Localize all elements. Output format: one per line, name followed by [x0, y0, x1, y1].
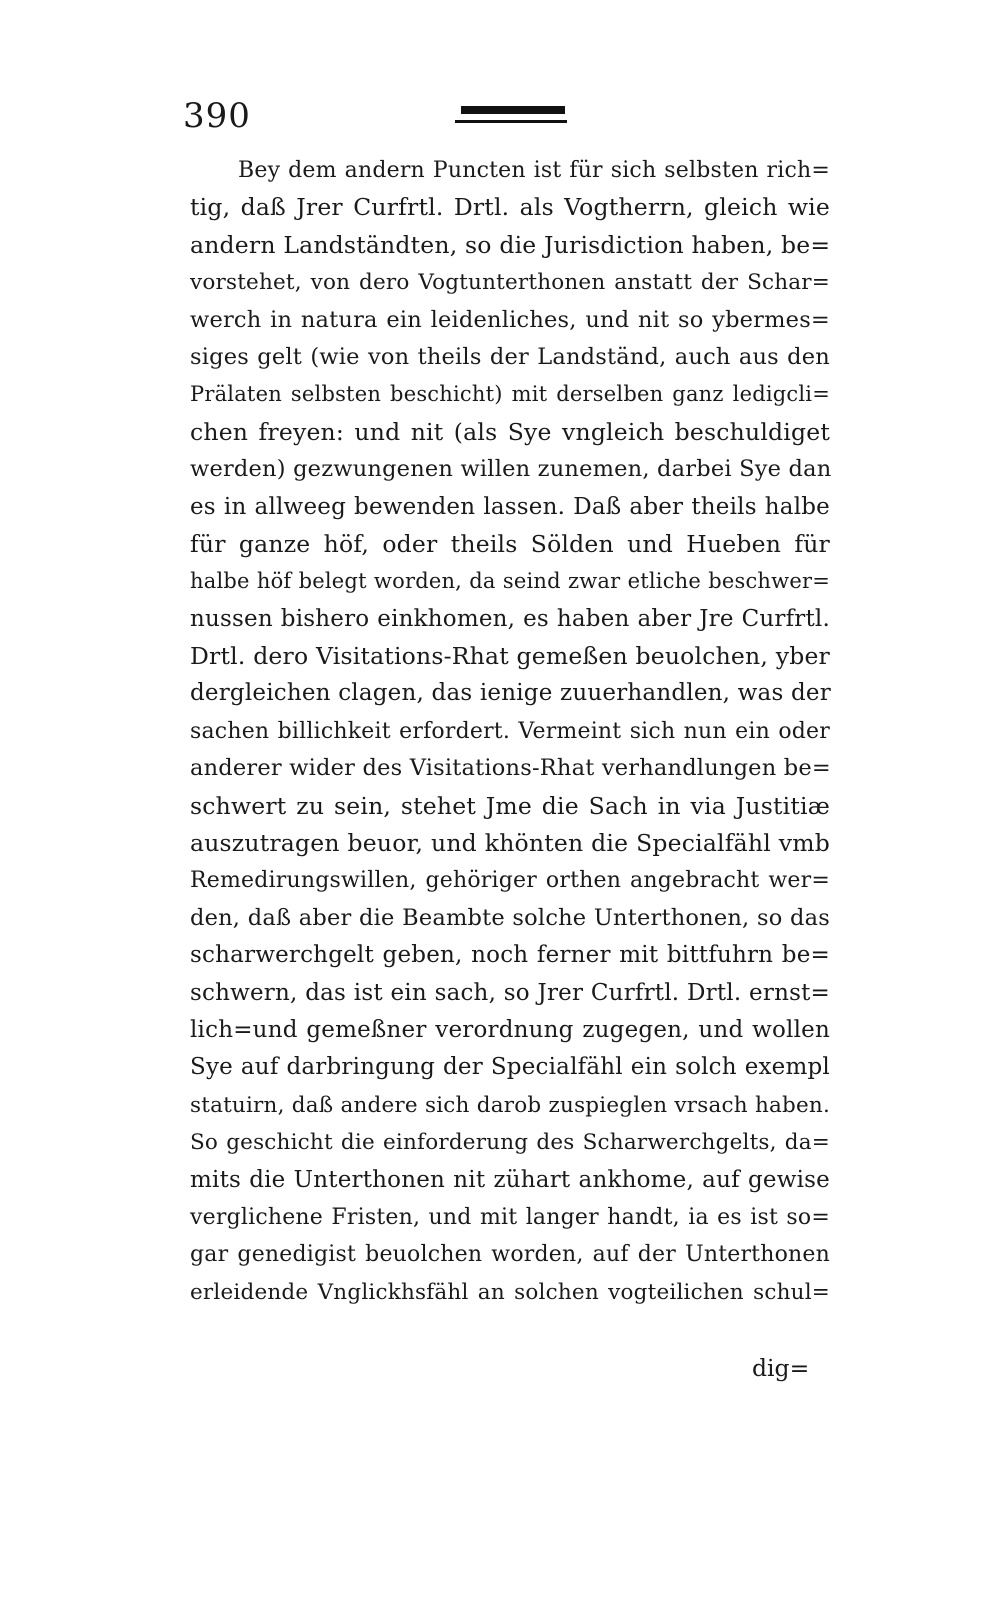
catchword: dig=	[752, 1354, 810, 1382]
text-line: schwert zu sein, stehet Jme die Sach in via Justitiæ	[190, 791, 830, 820]
text-line: Remedirungswillen, gehöriger orthen angebracht wer=	[190, 868, 830, 894]
text-line: tig, daß Jrer Curfrtl. Drtl. als Vogtherrn, gleich wie	[190, 193, 830, 222]
text-line: Bey dem andern Puncten ist für sich selbsten rich=	[238, 158, 830, 183]
header-rule-thin	[455, 120, 567, 123]
text-line: werden) gezwungenen willen zunemen, darbei Sye dan	[190, 456, 832, 483]
text-line: lich=und gemeßner verordnung zugegen, und wollen	[190, 1016, 830, 1043]
text-line: Sye auf darbringung der Specialfähl ein solch exempl	[190, 1054, 830, 1081]
text-line: Prälaten selbsten beschicht) mit derselben ganz ledigcli=	[190, 382, 830, 407]
text-line: den, daß aber die Beambte solche Unterthonen, so das	[190, 904, 830, 931]
text-line: vorstehet, von dero Vogtunterthonen anstatt der Schar=	[190, 270, 830, 296]
text-line: schwern, das ist ein sach, so Jrer Curfrtl. Drtl. ernst=	[190, 979, 830, 1006]
text-line: auszutragen beuor, und khönten die Specialfähl vmb	[190, 829, 830, 858]
text-line: chen freyen: und nit (als Sye vngleich beschuldiget	[190, 417, 830, 446]
text-line: mits die Unterthonen nit zühart ankhome, auf gewise	[190, 1166, 830, 1193]
text-line: andern Landständten, so die Jurisdiction haben, be=	[190, 230, 831, 259]
text-line: statuirn, daß andere sich darob zuspieglen vrsach haben.	[190, 1092, 830, 1118]
text-line: werch in natura ein leidenliches, und nit so ybermes=	[190, 306, 830, 333]
text-line: sachen billichkeit erfordert. Vermeint sich nun ein oder	[190, 718, 830, 744]
text-line: scharwerchgelt geben, noch ferner mit bittfuhrn be=	[190, 942, 830, 969]
text-line: für ganze höf, oder theils Sölden und Hueben für	[190, 529, 830, 558]
text-line: gar genedigist beuolchen worden, auf der Unterthonen	[190, 1242, 830, 1268]
text-line: anderer wider des Visitations-Rhat verhandlungen be=	[190, 755, 831, 782]
page-number: 390	[183, 96, 251, 136]
text-line: dergleichen clagen, das ienige zuuerhandlen, was der	[190, 680, 831, 707]
body-text	[190, 152, 830, 1311]
text-line: es in allweeg bewenden lassen. Daß aber theils halbe	[190, 493, 830, 520]
text-line: So geschicht die einforderung des Scharwerchgelts, da=	[190, 1130, 830, 1156]
text-line: Drtl. dero Visitations-Rhat gemeßen beuolchen, yber	[190, 642, 830, 671]
text-line: halbe höf belegt worden, da seind zwar etliche beschwer=	[190, 569, 830, 594]
header-rule	[455, 106, 567, 123]
text-line: erleidende Vnglickhsfähl an solchen vogteilichen schul=	[190, 1279, 830, 1305]
header-rule-thick	[461, 106, 565, 114]
text-line: nussen bishero einkhomen, es haben aber Jre Curfrtl.	[190, 605, 830, 632]
text-line: siges gelt (wie von theils der Landständ, auch aus den	[190, 343, 830, 370]
text-line: verglichene Fristen, und mit langer handt, ia es ist so=	[190, 1204, 830, 1230]
